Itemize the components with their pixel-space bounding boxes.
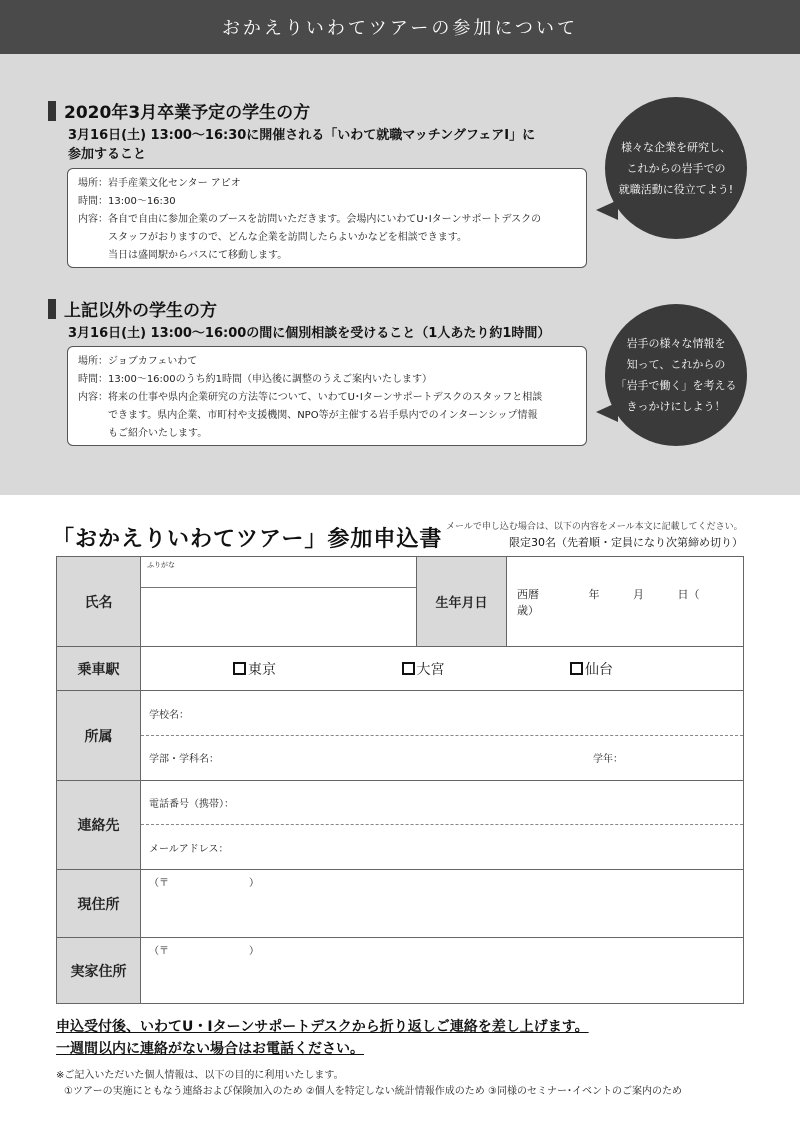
header-title: おかえりいわてツアーの参加について xyxy=(221,18,579,39)
table-row xyxy=(57,870,744,938)
place-key: 場所： xyxy=(78,178,108,189)
email-note: メールで申し込む場合は、以下の内容をメール本文に記載してください。 xyxy=(446,522,743,532)
section1-speech-bubble xyxy=(605,97,747,239)
school-field[interactable] xyxy=(141,692,743,736)
name-cell[interactable] xyxy=(141,557,417,647)
bubble2-line: 「岩手で働く」を考える xyxy=(615,379,737,392)
section1-sub-line2: 参加すること xyxy=(68,147,147,162)
bubble1-line: これからの岩手での xyxy=(626,161,726,175)
birth-year: 年 xyxy=(588,587,600,601)
section1-subheading xyxy=(68,126,535,164)
contact-label: 連絡先 xyxy=(57,781,141,870)
checkbox-icon[interactable] xyxy=(233,662,246,675)
section2-subheading xyxy=(68,324,550,343)
address-postal: （〒 ） xyxy=(149,878,259,889)
birth-era: 西暦 xyxy=(517,587,539,601)
address-label: 現住所 xyxy=(57,870,141,938)
heading-bar-icon xyxy=(48,101,56,121)
station-options xyxy=(141,647,744,691)
grade-label: 学年： xyxy=(593,754,623,765)
place-value: ジョブカフェいわて xyxy=(108,356,198,367)
bubble2-line: 知って、これからの xyxy=(626,358,726,371)
station-option-tokyo[interactable] xyxy=(233,659,276,679)
section1-info-box xyxy=(67,168,587,268)
content-line2: できます。県内企業、市町村や支援機関、NPO等が主催する岩手県内でのインターンシップ情報 xyxy=(108,410,538,421)
content-line2: スタッフがおりますので、どんな企業を訪問したらよいかなどを相談できます。 xyxy=(108,232,467,243)
table-row xyxy=(57,647,744,691)
section1-sub-line1: 3月16日(土) 13:00〜16:30に開催される「いわて就職マッチングフェアⅠ」に xyxy=(68,128,536,143)
content-line1: 将来の仕事や県内企業研究の方法等について、いわてU･Iターンサポートデスクのスタッフと相談 xyxy=(108,392,543,403)
birth-day: 日（ xyxy=(677,587,700,601)
birthdate-label: 生年月日 xyxy=(417,557,507,647)
table-row xyxy=(57,557,744,647)
section2-info-box xyxy=(67,346,587,446)
station-name: 仙台 xyxy=(585,661,613,678)
section1-heading-text: 2020年3月卒業予定の学生の方 xyxy=(64,103,311,123)
home-address-field[interactable] xyxy=(141,938,744,1004)
name-label: 氏名 xyxy=(57,557,141,647)
content-line3: もご紹介いたします。 xyxy=(108,428,208,439)
bubble2-line: きっかけにしよう！ xyxy=(626,400,726,413)
notice-line1: 申込受付後、いわてU・Iターンサポートデスクから折り返しご連絡を差し上げます。 xyxy=(56,1019,589,1035)
footnote-line2: ①ツアーの実施にともなう連絡および保険加入のため ②個人を特定しない統計情報作成のため ③同様のセミナー･イベントのご案内のため xyxy=(64,1086,682,1097)
affiliation-cell xyxy=(141,691,744,781)
name-field[interactable] xyxy=(141,588,416,646)
bubble1-line: 就職活動に役立てよう! xyxy=(618,182,734,196)
faculty-label: 学部・学科名： xyxy=(149,754,219,765)
contact-cell xyxy=(141,781,744,870)
heading-bar-icon xyxy=(48,299,56,319)
header-bar xyxy=(0,0,800,54)
section2-heading xyxy=(48,296,217,321)
school-label: 学校名： xyxy=(149,709,189,721)
application-form-table xyxy=(56,556,744,1004)
content-key: 内容： xyxy=(78,214,108,225)
content-key: 内容： xyxy=(78,392,108,403)
section2-sub-line1: 3月16日(土) 13:00〜16:00の間に個別相談を受けること（1人あたり約1時間） xyxy=(68,326,551,341)
bubble2-line: 岩手の様々な情報を xyxy=(626,337,726,350)
phone-label: 電話番号（携帯）： xyxy=(149,799,234,810)
faculty-field[interactable] xyxy=(141,736,743,780)
station-label: 乗車駅 xyxy=(57,647,141,691)
content-line1: 各自で自由に参加企業のブースを訪問いただきます。会場内にいわてU･Iターンサポートデスクの xyxy=(108,214,542,225)
table-row xyxy=(57,781,744,870)
affiliation-label: 所属 xyxy=(57,691,141,781)
birth-month: 月 xyxy=(633,587,644,601)
notice-line2: 一週間以内に連絡がない場合はお電話ください。 xyxy=(56,1041,364,1057)
birth-age: 歳） xyxy=(517,603,539,617)
footnote-line1: ※ご記入いただいた個人情報は、以下の目的に利用いたします。 xyxy=(56,1070,344,1081)
checkbox-icon[interactable] xyxy=(570,662,583,675)
furigana-field[interactable]: ふりがな xyxy=(141,558,416,588)
place-key: 場所： xyxy=(78,356,108,367)
station-option-omiya[interactable] xyxy=(402,659,445,679)
phone-field[interactable] xyxy=(141,781,743,825)
home-address-label: 実家住所 xyxy=(57,938,141,1004)
station-option-sendai[interactable] xyxy=(570,659,613,679)
section2-speech-bubble xyxy=(605,304,747,446)
email-field[interactable] xyxy=(141,825,743,869)
time-value: 13:00〜16:30 xyxy=(108,196,176,207)
checkbox-icon[interactable] xyxy=(402,662,415,675)
content-line3: 当日は盛岡駅からバスにて移動します。 xyxy=(108,250,288,261)
limit-note: 限定30名（先着順・定員になり次第締め切り） xyxy=(509,536,743,549)
table-row xyxy=(57,691,744,781)
home-postal: （〒 ） xyxy=(149,946,259,957)
time-key: 時間： xyxy=(78,196,108,207)
form-title: 「おかえりいわてツアー」参加申込書 xyxy=(52,527,443,552)
birthdate-field[interactable] xyxy=(507,557,744,647)
station-name: 東京 xyxy=(248,661,276,678)
station-name: 大宮 xyxy=(416,661,445,678)
section2-heading-text: 上記以外の学生の方 xyxy=(64,301,217,321)
address-field[interactable] xyxy=(141,870,744,938)
section1-heading xyxy=(48,98,310,123)
table-row xyxy=(57,938,744,1004)
email-label: メールアドレス： xyxy=(149,843,229,855)
bubble1-line: 様々な企業を研究し、 xyxy=(621,140,731,154)
time-key: 時間： xyxy=(78,374,108,385)
place-value: 岩手産業文化センター アピオ xyxy=(108,178,241,189)
time-value: 13:00〜16:00のうち約1時間（申込後に調整のうえご案内いたします） xyxy=(108,374,432,385)
